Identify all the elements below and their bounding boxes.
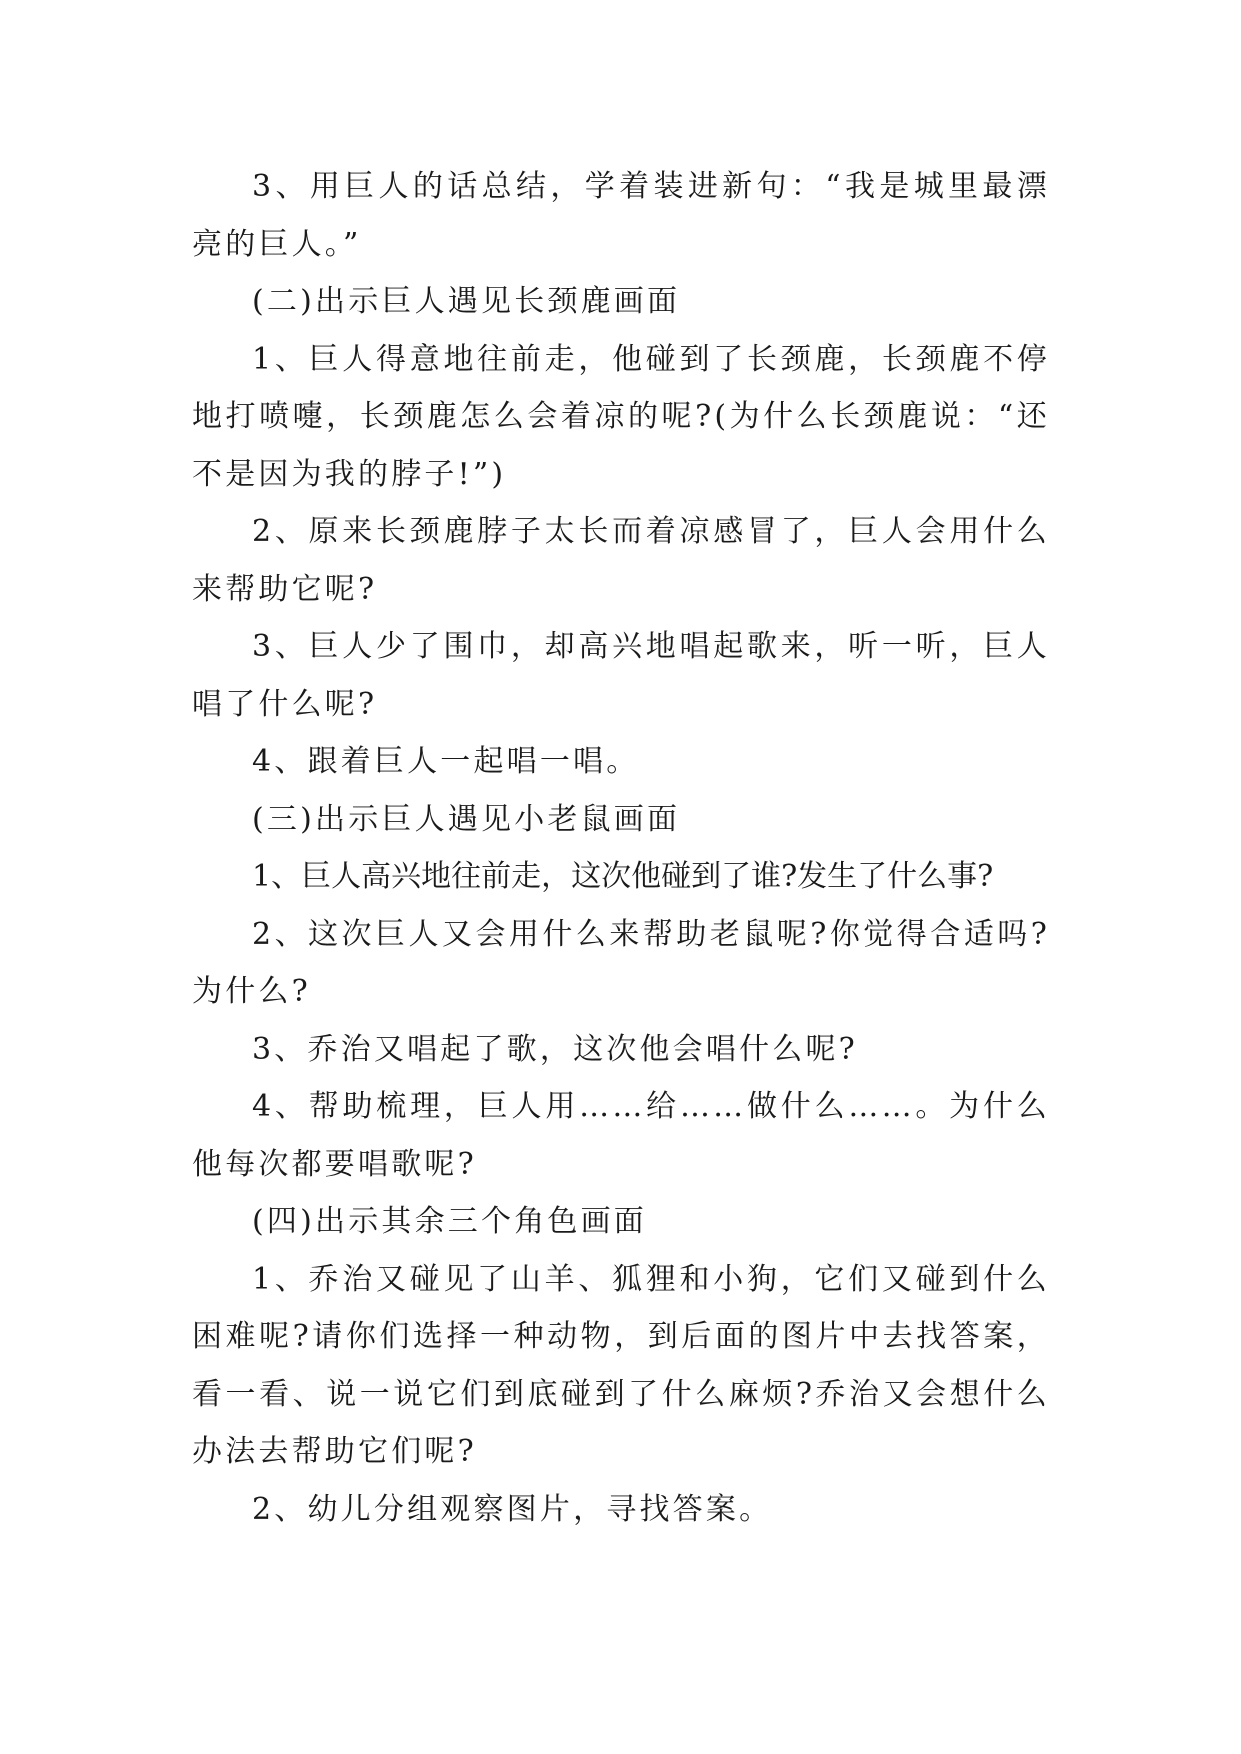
paragraph-giraffe-sneezing: 1、巨人得意地往前走，他碰到了长颈鹿，长颈鹿不停地打喷嚏，长颈鹿怎么会着凉的呢?(为什么长颈鹿说：“还不是因为我的脖子!”) [192, 341, 1050, 492]
paragraph-goat-fox-dog: 1、乔治又碰见了山羊、狐狸和小狗，它们又碰到什么困难呢?请你们选择一种动物，到后面的图片中去找答案，看一看、说一说它们到底碰到了什么麻烦?乔治又会想什么办法去帮助它们呢? [192, 1261, 1050, 1469]
paragraph-summary-new-sentence: 3、用巨人的话总结，学着装进新句：“我是城里最漂亮的巨人。” [192, 169, 1050, 262]
section-heading-mouse: (三)出示巨人遇见小老鼠画面 [252, 801, 681, 837]
paragraph-help-mouse: 2、这次巨人又会用什么来帮助老鼠呢?你觉得合适吗?为什么? [192, 916, 1050, 1009]
paragraph-giraffe-help: 2、原来长颈鹿脖子太长而着凉感冒了，巨人会用什么来帮助它呢? [192, 514, 1050, 607]
paragraph-sing-along: 4、跟着巨人一起唱一唱。 [252, 744, 640, 779]
paragraph-george-sings-again: 3、乔治又唱起了歌，这次他会唱什么呢? [252, 1031, 858, 1067]
section-heading-other-roles: (四)出示其余三个角色画面 [252, 1204, 648, 1239]
paragraph-who-did-he-meet: 1、巨人高兴地往前走，这次他碰到了谁?发生了什么事? [252, 859, 994, 894]
document-body [192, 158, 1050, 1538]
paragraph-giant-song: 3、巨人少了围巾，却高兴地唱起歌来，听一听，巨人唱了什么呢? [192, 629, 1050, 722]
section-heading-giraffe: (二)出示巨人遇见长颈鹿画面 [252, 284, 681, 319]
paragraph-help-organize: 4、帮助梳理，巨人用……给……做什么……。为什么他每次都要唱歌呢? [192, 1089, 1050, 1182]
paragraph-group-observation: 2、幼儿分组观察图片，寻找答案。 [252, 1491, 773, 1527]
